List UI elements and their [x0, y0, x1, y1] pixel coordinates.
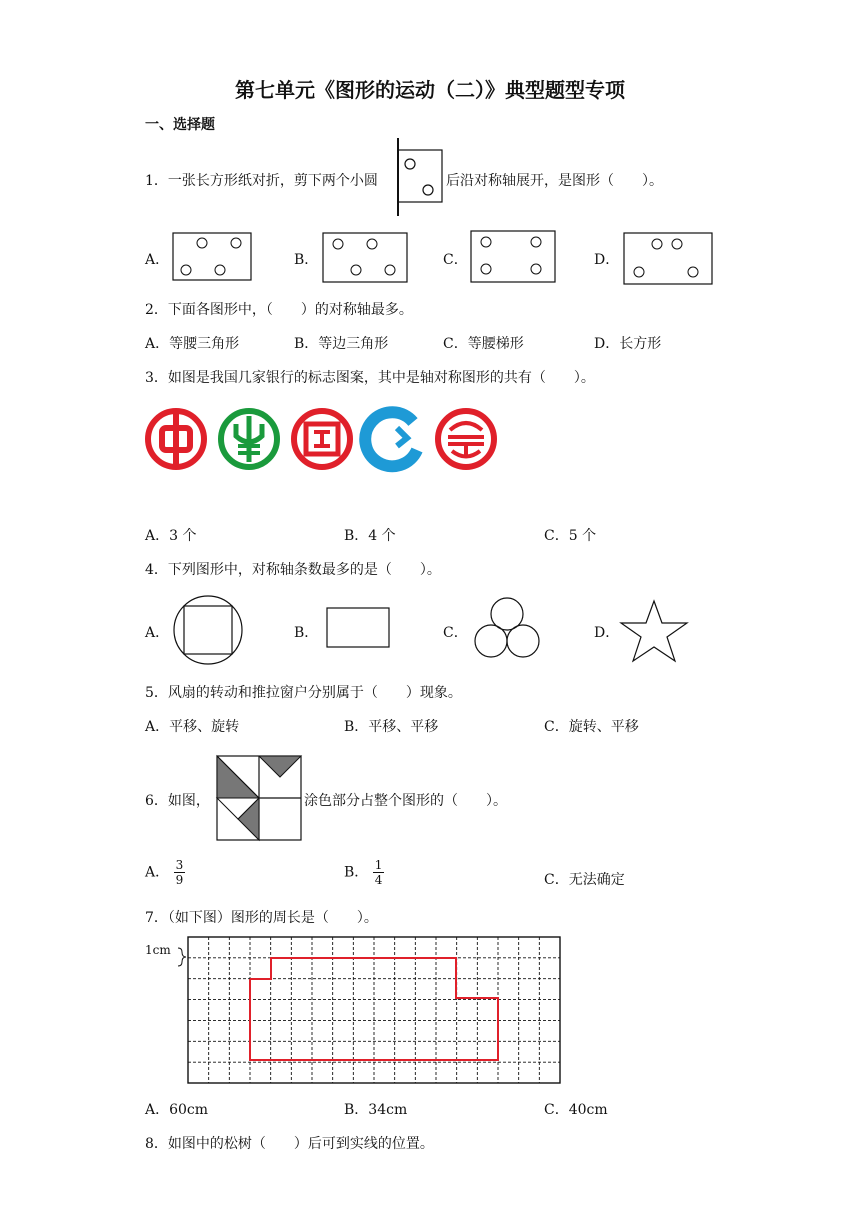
- q6-shaded-square-figure: [216, 755, 302, 841]
- q1-text-a: 1．一张长方形纸对折，剪下两个小圆: [145, 173, 378, 189]
- q1-option-d-label: D．: [594, 252, 620, 268]
- q1-option-a-figure[interactable]: [172, 232, 252, 282]
- section-heading: 一、选择题: [145, 117, 215, 133]
- icbc-logo: [289, 406, 355, 472]
- q3-text: 3．如图是我国几家银行的标志图案，其中是轴对称图形的共有（ ）。: [145, 370, 595, 386]
- q2-text: 2．下面各图形中，（ ）的对称轴最多。: [145, 302, 413, 318]
- q6-option-b[interactable]: [344, 858, 384, 887]
- q3-option-b[interactable]: B．4 个: [344, 528, 396, 544]
- q4-option-b-rectangle-figure[interactable]: [326, 607, 390, 649]
- q4-text: 4．下列图形中，对称轴条数最多的是（ ）。: [145, 562, 441, 578]
- q4-option-a-circle-square-figure[interactable]: [172, 594, 244, 666]
- q4-option-d-star-figure[interactable]: [619, 599, 689, 663]
- q5-option-a[interactable]: A．平移、旋转: [145, 719, 240, 735]
- q6-option-a-denominator: 9: [175, 873, 184, 887]
- q6-option-a[interactable]: [145, 858, 185, 887]
- q6-text-b: 涂色部分占整个图形的（ ）。: [304, 793, 507, 809]
- q6-option-b-denominator: 4: [374, 873, 383, 887]
- q2-option-c[interactable]: C．等腰梯形: [443, 336, 524, 352]
- q1-option-b-label: B．: [294, 252, 319, 268]
- q4-option-b-label: B．: [294, 625, 319, 641]
- q1-option-c-label: C．: [443, 252, 468, 268]
- q6-option-b-fraction: [373, 858, 385, 887]
- q6-option-b-label: B．: [344, 864, 369, 881]
- agricultural-bank-logo: [216, 406, 282, 472]
- q8-text: 8．如图中的松树（ ）后可到实线的位置。: [145, 1136, 434, 1152]
- q7-scale-label: 1cm: [145, 943, 171, 957]
- q6-option-a-fraction: [174, 858, 186, 887]
- q5-option-c[interactable]: C．旋转、平移: [544, 719, 639, 735]
- q4-option-d-label: D．: [594, 625, 620, 641]
- q3-option-c[interactable]: C．5 个: [544, 528, 597, 544]
- q4-option-c-label: C．: [443, 625, 468, 641]
- q4-option-c-three-circles-figure[interactable]: [474, 597, 540, 659]
- q6-option-a-label: A．: [145, 864, 170, 881]
- q4-option-a-label: A．: [145, 625, 170, 641]
- q2-option-b[interactable]: B．等边三角形: [294, 336, 389, 352]
- q1-text-b: 后沿对称轴展开，是图形（ ）。: [446, 173, 663, 189]
- q5-text: 5．风扇的转动和推拉窗户分别属于（ ）现象。: [145, 685, 462, 701]
- q5-option-b[interactable]: B．平移、平移: [344, 719, 439, 735]
- q2-option-a[interactable]: A．等腰三角形: [145, 336, 240, 352]
- q2-option-d[interactable]: D．长方形: [594, 336, 662, 352]
- q7-option-b[interactable]: B．34cm: [344, 1102, 408, 1118]
- q6-option-b-numerator: 1: [374, 858, 383, 872]
- q1-folded-paper-figure: [396, 138, 446, 218]
- q1-option-b-figure[interactable]: [322, 232, 408, 284]
- q6-text-a: 6．如图，: [145, 793, 210, 809]
- q6-option-c[interactable]: C．无法确定: [544, 872, 625, 888]
- q1-option-d-figure[interactable]: [623, 232, 713, 286]
- construction-bank-logo: [361, 406, 427, 472]
- bank-of-china-logo: [143, 406, 209, 472]
- q1-option-c-figure[interactable]: [470, 230, 556, 284]
- q7-grid-figure: [176, 936, 566, 1086]
- bank-of-communications-logo: [433, 406, 499, 472]
- q7-option-c[interactable]: C．40cm: [544, 1102, 608, 1118]
- q3-option-a[interactable]: A．3 个: [145, 528, 197, 544]
- page-title: 第七单元《图形的运动（二）》典型题型专项: [235, 78, 625, 102]
- q7-text: 7．（如下图）图形的周长是（ ）。: [145, 910, 378, 926]
- q6-option-a-numerator: 3: [175, 858, 184, 872]
- q1-option-a-label: A．: [145, 252, 170, 268]
- q7-option-a[interactable]: A．60cm: [145, 1102, 209, 1118]
